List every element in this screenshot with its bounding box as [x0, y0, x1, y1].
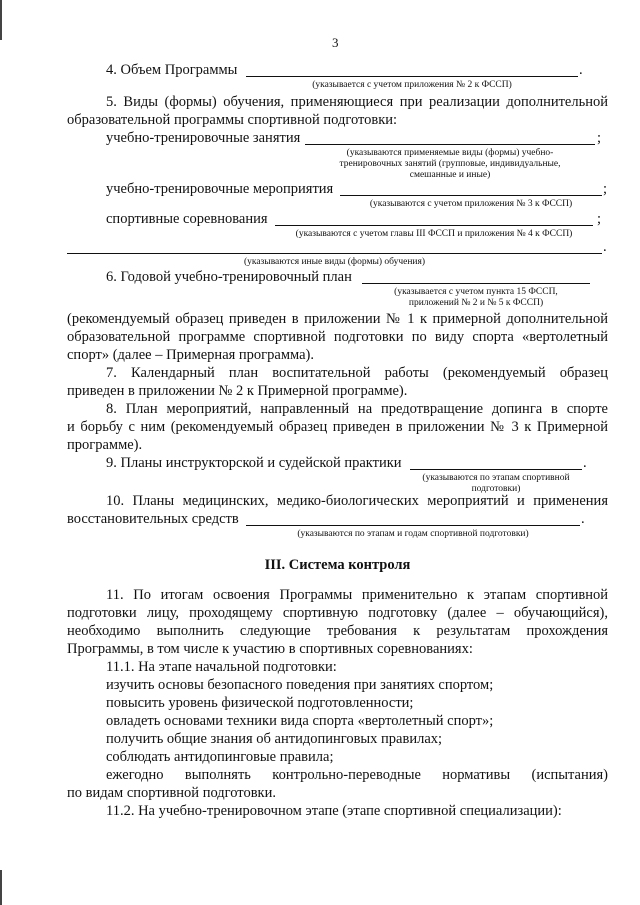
p11-1-item-4: получить общие знания об антидопинговых правилах;	[106, 731, 443, 747]
p11-1-item-3: овладеть основами техники вида спорта «вертолетный спорт»;	[106, 713, 494, 729]
p5-competitions-line	[275, 225, 593, 226]
p5-trainings-line	[305, 144, 595, 145]
p5-events-line	[340, 195, 602, 196]
p11-1-item-1: изучить основы безопасного поведения при занятиях спортом;	[106, 677, 494, 693]
p5-other-end: .	[603, 239, 607, 255]
p11-2-title: 11.2. На учебно-тренировочном этапе (этапе спортивной специализации):	[106, 803, 562, 819]
p11-1-title: 11.1. На этапе начальной подготовки:	[106, 659, 337, 675]
p10-line1: 10. Планы медицинских, медико-биологических мероприятий и применения	[106, 493, 608, 509]
p4-label: 4. Объем Программы	[106, 62, 238, 78]
p5-competitions-label: спортивные соревнования	[106, 211, 268, 227]
p5-other-note: (указываются иные виды (формы) обучения)	[243, 257, 426, 267]
p6-note-2: приложений № 2 и № 5 к ФССП)	[408, 298, 544, 308]
p10-note: (указываются по этапам и годам спортивной подготовки)	[297, 529, 529, 539]
p4-note: (указывается с учетом приложения № 2 к ФССП)	[312, 80, 512, 90]
p9-fill-line	[410, 469, 582, 470]
scan-edge-top	[0, 0, 2, 40]
p9-label: 9. Планы инструкторской и судейской практики	[106, 455, 402, 471]
p9-end: .	[583, 455, 587, 471]
p5-events-end: ;	[603, 181, 608, 197]
p11-line3: необходимо выполнить следующие требования к результатам прохождения	[67, 623, 608, 639]
p5-line1: 5. Виды (формы) обучения, применяющиеся при реализации дополнительной	[106, 94, 608, 110]
p6-line2: образовательной программе спортивной подготовки по виду спорта «вертолетный	[67, 329, 608, 345]
p5-trainings-note-2: тренировочных занятий (групповые, индивидуальные,	[339, 159, 561, 169]
p4-end: .	[579, 62, 583, 78]
p5-competitions-end: ;	[597, 211, 602, 227]
p7-line2: приведен в приложении № 2 к Примерной программе).	[67, 383, 408, 399]
p11-line2: подготовки лицу, проходящему спортивную подготовку (далее – обучающийся),	[67, 605, 608, 621]
p5-other-line	[67, 253, 602, 254]
p10-fill-line	[246, 525, 580, 526]
scan-edge-bottom	[0, 870, 2, 905]
p5-line2: образовательной программы спортивной подготовки:	[67, 112, 398, 128]
p6-line3: спорт» (далее – Примерная программа).	[67, 347, 314, 363]
p4-fill-line	[246, 76, 578, 77]
p5-trainings-end: ;	[597, 130, 602, 146]
p11-line4: Программы, в том числе к участию в спортивных соревнованиях:	[67, 641, 473, 657]
p7-line1: 7. Календарный план воспитательной работы (рекомендуемый образец	[106, 365, 608, 381]
p9-note-2: подготовки)	[471, 484, 521, 494]
p5-trainings-note-3: смешанные и иные)	[409, 170, 491, 180]
page-number: 3	[332, 35, 339, 50]
p5-competitions-note: (указываются с учетом главы III ФССП и приложения № 4 к ФССП)	[295, 229, 573, 239]
p6-label: 6. Годовой учебно-тренировочный план	[106, 269, 352, 285]
p8-line3: программе).	[67, 437, 143, 453]
p8-line2: и борьбу с ним (рекомендуемый образец приведен в приложении № 3 к Примерной	[67, 419, 608, 435]
p6-line1: (рекомендуемый образец приведен в приложении № 1 к примерной дополнительной	[67, 311, 608, 327]
p11-1-last-line1: ежегодно выполнять контрольно-переводные нормативы (испытания)	[106, 767, 608, 783]
p6-note-1: (указывается с учетом пункта 15 ФССП,	[394, 287, 558, 297]
p11-1-last-line2: по видам спортивной подготовки.	[67, 785, 276, 801]
p5-trainings-note-1: (указываются применяемые виды (формы) учебно-	[346, 148, 554, 158]
p8-line1: 8. План мероприятий, направленный на предотвращение допинга в спорте	[106, 401, 608, 417]
p11-line1: 11. По итогам освоения Программы применительно к этапам спортивной	[106, 587, 608, 603]
p10-end: .	[581, 511, 585, 527]
p5-events-label: учебно-тренировочные мероприятия	[106, 181, 334, 197]
p6-fill-line	[362, 283, 590, 284]
p9-note-1: (указываются по этапам спортивной	[422, 473, 570, 483]
p5-trainings-label: учебно-тренировочные занятия	[106, 130, 301, 146]
section-title: III. Система контроля	[264, 557, 411, 573]
p11-1-item-5: соблюдать антидопинговые правила;	[106, 749, 334, 765]
p11-1-item-2: повысить уровень физической подготовленности;	[106, 695, 414, 711]
p10-label: восстановительных средств	[67, 511, 239, 527]
p5-events-note: (указываются с учетом приложения № 3 к ФССП)	[369, 199, 573, 209]
